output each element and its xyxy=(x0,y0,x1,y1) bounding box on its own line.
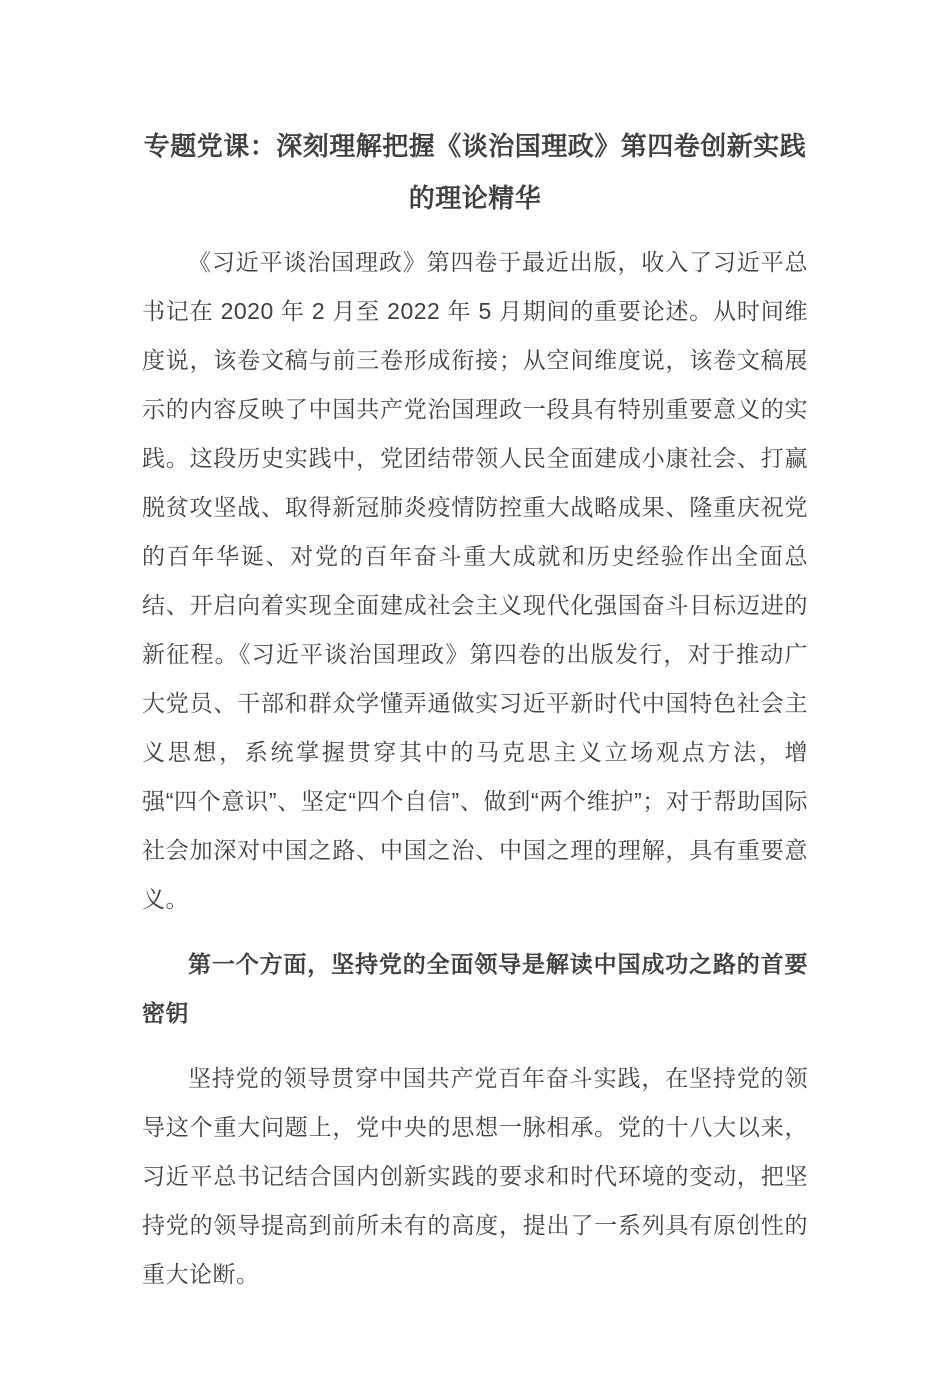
document-title: 专题党课：深刻理解把握《谈治国理政》第四卷创新实践的理论精华 xyxy=(143,131,807,213)
paragraph-section-1: 坚持党的领导贯穿中国共产党百年奋斗实践，在坚持党的领导这个重大问题上，党中央的思想一脉相承。党的十八大以来，习近平总书记结合国内创新实践的要求和时代环境的变动，把坚持党的领导提高到前所未有的高度，提出了一系列具有原创性的重大论断。 xyxy=(142,1065,808,1287)
section-heading-1: 第一个方面，坚持党的全面领导是解读中国成功之路的首要密钥 xyxy=(142,951,808,1026)
paragraph-intro: 《习近平谈治国理政》第四卷于最近出版，收入了习近平总书记在 2020 年 2 月至 2022 年 5 月期间的重要论述。从时间维度说，该卷文稿与前三卷形成衔接；从空间维度说，该卷文稿展示的内容反映了中国共产党治国理政一段具有特别重要意义的实践。这段历史实践中，党团结带领人民全面建成小康社会、打赢脱贫攻坚战、取得新冠肺炎疫情防控重大战略成果、隆重庆祝党的百年华诞、对党的百年奋斗重大成就和历史经验作出全面总结、开启向着实现全面建成社会主义现代化强国奋斗目标迈进的新征程。《习近平谈治国理政》第四卷的出版发行，对于推动广大党员、干部和群众学懂弄通做实习近平新时代中国特色社会主义思想，系统掌握贯穿其中的马克思主义立场观点方法，增强“四个意识”、坚定“四个自信”、做到“两个维护”；对于帮助国际社会加深对中国之路、中国之治、中国之理的理解，具有重要意义。 xyxy=(142,249,808,912)
